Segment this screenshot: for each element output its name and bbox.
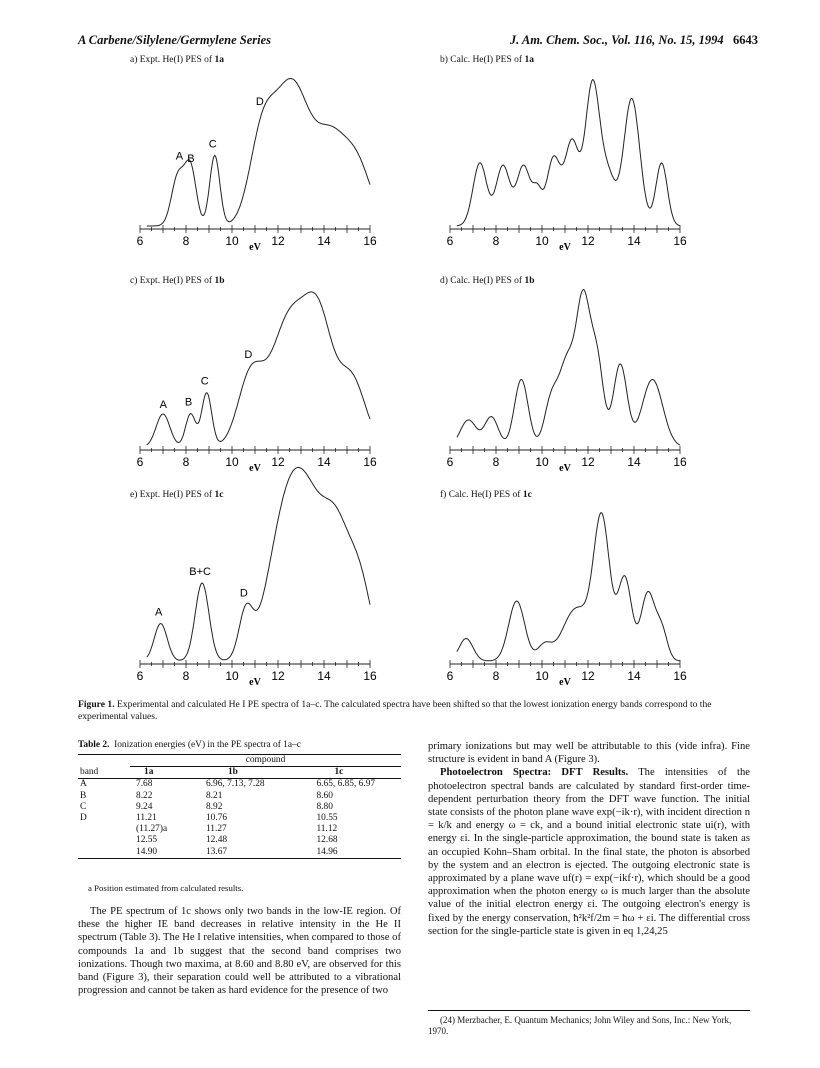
table-cell: 8.80 xyxy=(316,801,333,812)
axis-unit-label: eV xyxy=(249,677,261,688)
column-header: 1b xyxy=(180,767,291,779)
tick-label: 16 xyxy=(363,234,377,248)
table-cell xyxy=(78,835,130,846)
table-row xyxy=(78,779,401,791)
panel-c xyxy=(130,276,390,476)
table-cell: 9.24 xyxy=(136,801,153,812)
figure-caption: Figure 1. Experimental and calculated He I PE spectra of 1a–c. The calculated spectra have been shifted so that the lowest ionization energy bands correspond to the experimental values. xyxy=(78,699,712,722)
tick-label: 14 xyxy=(627,669,641,683)
band-label: C xyxy=(200,375,209,388)
table-cell: 7.68 xyxy=(136,779,153,790)
body-paragraph: Photoelectron Spectra: DFT Results. The intensities of the photoelectron spectral bands are calculated by standard first-order time-dependent perturbation theory from the DFT wave function. The initial state consists of the photon plane wave exp(−ik·r), with incident direction n = k/k and energy ω = ck, and a bound initial electronic state ui(r), with energy εi. In the single-particle approximation, the bound state is taken as an occupied Kohn–Sham orbital. In the final state, the photon is absorbed by the system and an electron is ejected. The outgoing electronic state is approximated by a plane wave uf(r) = exp(−ikf·r), which should be a good approximation when the photon energy ω is much larger than the absolute value of the initial electron energy εi. The outgoing electron's energy is fixed by the energy conservation, ħ²k²f/2m = ħω + εi. The differential cross section for the single-particle state is given in eq 1,24,25 xyxy=(428,767,750,937)
table-cell: 12.68 xyxy=(316,835,338,846)
table-cell: 8.22 xyxy=(136,790,153,801)
column-header: band xyxy=(78,767,130,779)
panel-d xyxy=(440,276,700,476)
panel-title: d) Calc. He(I) PES of 1b xyxy=(440,276,535,286)
spectrum-curve xyxy=(457,513,680,661)
tick-label: 10 xyxy=(535,234,549,248)
tick-label: 10 xyxy=(225,455,239,469)
running-header-right xyxy=(510,33,758,48)
tick-label: 10 xyxy=(225,234,239,248)
running-header-left: A Carbene/Silylene/Germylene Series xyxy=(78,33,272,47)
band-label: B xyxy=(187,153,195,166)
axis-unit-label: eV xyxy=(249,463,261,474)
table-cell: 8.92 xyxy=(205,801,223,812)
body-column-right xyxy=(428,740,750,938)
tick-label: 12 xyxy=(581,455,595,469)
band-label: B+C xyxy=(189,565,211,578)
spectrum-plot-a xyxy=(130,55,390,255)
table-row xyxy=(78,813,401,824)
tick-label: 6 xyxy=(446,455,454,469)
band-label: B xyxy=(184,396,193,409)
table-row xyxy=(78,791,401,802)
panel-b xyxy=(440,55,700,255)
table-cell: C xyxy=(80,801,87,812)
panel-title: a) Expt. He(I) PES of 1a xyxy=(130,55,224,65)
band-label: A xyxy=(175,150,184,163)
group-header: compound xyxy=(130,755,401,767)
spectrum-curve xyxy=(147,292,370,445)
table-row xyxy=(78,802,401,813)
band-label: C xyxy=(208,138,217,151)
table-cell: 12.48 xyxy=(205,835,228,846)
table-caption: Table 2. Ionization energies (eV) in the PE spectra of 1a–c xyxy=(78,740,301,750)
panel-title: f) Calc. He(I) PES of 1c xyxy=(440,490,532,500)
table-cell: 14.96 xyxy=(290,847,401,859)
band-label: A xyxy=(159,398,167,411)
band-label: D xyxy=(244,349,253,362)
tick-label: 14 xyxy=(317,669,331,683)
table-cell: 10.55 xyxy=(316,813,338,824)
section-heading: Photoelectron Spectra: DFT Results. xyxy=(440,767,629,779)
table-cell xyxy=(78,847,130,859)
table-footnote: a Position estimated from calculated results. xyxy=(88,883,244,893)
table-cell: 14.90 xyxy=(130,847,180,859)
table-cell: 13.67 xyxy=(180,847,291,859)
spectrum-curve xyxy=(457,290,680,446)
band-label: A xyxy=(155,606,163,619)
column-header: 1c xyxy=(290,767,401,779)
table-cell: A xyxy=(80,779,87,790)
tick-label: 8 xyxy=(492,669,500,683)
spectrum-plot-d xyxy=(440,276,700,476)
tick-label: 16 xyxy=(673,669,687,683)
ionization-energy-table xyxy=(78,754,401,859)
column-header: 1a xyxy=(130,767,180,779)
panel-f xyxy=(440,490,700,690)
tick-label: 16 xyxy=(363,669,377,683)
panel-a xyxy=(130,55,390,255)
journal-citation: J. Am. Chem. Soc., Vol. 116, No. 15, 1994 xyxy=(509,33,724,47)
tick-label: 14 xyxy=(317,455,331,469)
tick-label: 6 xyxy=(136,455,144,469)
tick-label: 12 xyxy=(271,234,285,248)
axis-unit-label: eV xyxy=(559,242,571,253)
table-row xyxy=(78,835,401,846)
tick-label: 8 xyxy=(182,234,190,248)
spectrum-curve xyxy=(457,80,680,226)
table-cell: 8.21 xyxy=(205,790,223,801)
table-row xyxy=(78,824,401,835)
table-cell: 11.12 xyxy=(316,824,338,835)
tick-label: 6 xyxy=(136,234,144,248)
tick-label: 8 xyxy=(492,234,500,248)
tick-label: 6 xyxy=(446,669,454,683)
tick-label: 8 xyxy=(492,455,500,469)
spectrum-plot-b xyxy=(440,55,700,255)
tick-label: 16 xyxy=(363,455,377,469)
tick-label: 14 xyxy=(627,234,641,248)
tick-label: 12 xyxy=(271,669,285,683)
table-cell: 10.76 xyxy=(205,813,228,824)
tick-label: 12 xyxy=(271,455,285,469)
table-cell: D xyxy=(80,813,87,824)
tick-label: 10 xyxy=(535,669,549,683)
table-row xyxy=(78,847,401,859)
spectrum-curve xyxy=(147,467,370,660)
body-paragraph: primary ionizations but may well be attributable to this (vide infra). Fine structure is evident in band A (Figure 3). xyxy=(428,741,750,766)
table-cell: 6.65, 6.85, 6.97 xyxy=(316,779,376,790)
tick-label: 12 xyxy=(581,234,595,248)
table-cell: 12.55 xyxy=(136,835,158,846)
table-cell: (11.27)a xyxy=(136,824,168,835)
tick-label: 16 xyxy=(673,455,687,469)
tick-label: 12 xyxy=(581,669,595,683)
axis-unit-label: eV xyxy=(249,242,261,253)
table-cell xyxy=(78,824,130,835)
panel-title: c) Expt. He(I) PES of 1b xyxy=(130,276,225,286)
tick-label: 8 xyxy=(182,669,190,683)
table-cell: 8.60 xyxy=(316,790,333,801)
axis-unit-label: eV xyxy=(559,463,571,474)
page-number: 6643 xyxy=(733,33,758,47)
band-label: D xyxy=(255,95,264,108)
tick-label: 14 xyxy=(627,455,641,469)
tick-label: 14 xyxy=(317,234,331,248)
body-paragraph-left: The PE spectrum of 1c shows only two bands in the low-IE region. Of these the higher IE band decreases in relative intensity in the He II spectrum (Table 3). The He I relative intensities, when compared to those of compounds 1a and 1b suggest that the second band comprises two ionizations. Though two maxima, at 8.60 and 8.80 eV, are observed for this band (Figure 3), their separation could well be attributed to a vibrational progression and cannot be taken as hard evidence for the presence of two xyxy=(78,906,401,997)
tick-label: 6 xyxy=(136,669,144,683)
panel-title: b) Calc. He(I) PES of 1a xyxy=(440,55,534,65)
panel-e xyxy=(130,490,390,690)
spectrum-plot-e xyxy=(130,490,390,690)
table-cell: B xyxy=(80,790,87,801)
table-cell: 11.21 xyxy=(136,813,157,824)
tick-label: 10 xyxy=(225,669,239,683)
table-cell: 11.27 xyxy=(205,824,227,835)
reference-footnote: (24) Merzbacher, E. Quantum Mechanics; John Wiley and Sons, Inc.: New York, 1970. xyxy=(428,1010,750,1037)
tick-label: 6 xyxy=(446,234,454,248)
tick-label: 8 xyxy=(182,455,190,469)
axis-unit-label: eV xyxy=(559,677,571,688)
tick-label: 16 xyxy=(673,234,687,248)
spectrum-plot-c xyxy=(130,276,390,476)
table-cell: 6.96, 7.13, 7.28 xyxy=(205,779,265,790)
tick-label: 10 xyxy=(535,455,549,469)
panel-title: e) Expt. He(I) PES of 1c xyxy=(130,490,224,500)
band-label: D xyxy=(239,587,248,600)
spectrum-plot-f xyxy=(440,490,700,690)
